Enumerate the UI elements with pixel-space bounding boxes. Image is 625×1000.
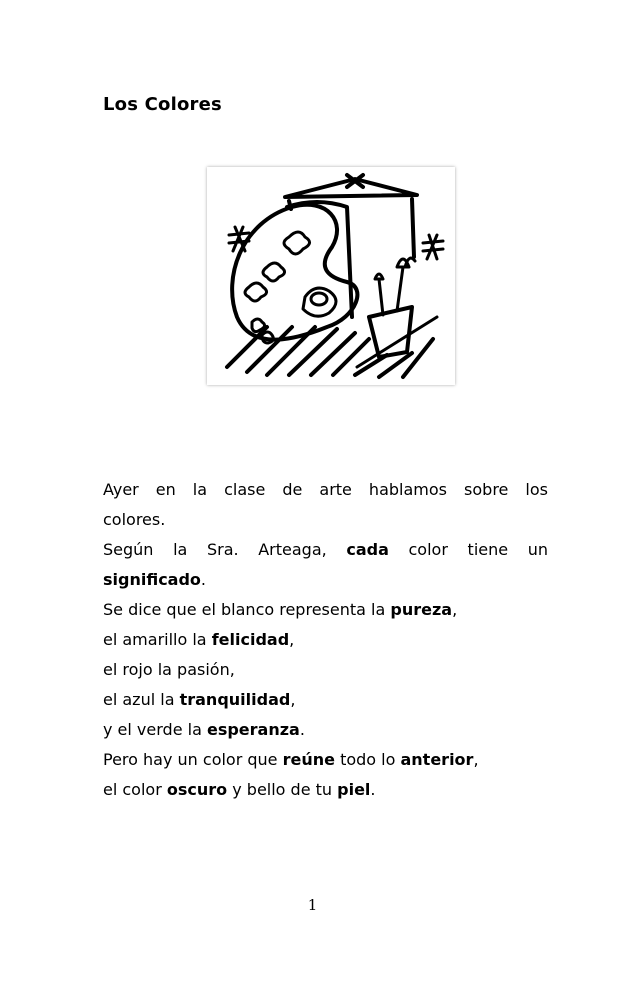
- text-line: [103, 655, 548, 685]
- palette-illustration: [207, 167, 455, 385]
- text-run: todo lo: [334, 750, 401, 769]
- text-run: Ayer en la clase de arte hablamos sobre los: [103, 480, 548, 499]
- text-run: el amarillo la: [103, 630, 212, 649]
- text-line: [103, 505, 548, 535]
- bold-word: piel: [337, 780, 371, 799]
- text-run: Pero hay un color que: [103, 750, 283, 769]
- text-line: [103, 685, 548, 715]
- text-run: y bello de tu: [227, 780, 338, 799]
- text-line: [103, 475, 548, 505]
- text-run: ,: [289, 630, 295, 649]
- text-run: .: [299, 720, 305, 739]
- text-run: el azul la: [103, 690, 180, 709]
- text-line: [103, 595, 548, 625]
- bold-word: reúne: [282, 750, 335, 769]
- bold-word: cada: [346, 540, 389, 559]
- text-run: ,: [452, 600, 458, 619]
- paint-palette-icon: [207, 167, 455, 385]
- bold-word: anterior: [400, 750, 474, 769]
- text-run: el rojo la pasión,: [103, 660, 235, 679]
- text-line: [103, 625, 548, 655]
- page-number: 1: [307, 896, 318, 914]
- text-run: colores.: [103, 510, 166, 529]
- text-run: y el verde la: [103, 720, 207, 739]
- body-paragraph: [103, 475, 548, 805]
- text-run: .: [200, 570, 207, 589]
- text-line: [103, 715, 548, 745]
- bold-word: felicidad: [211, 630, 290, 649]
- text-run: ,: [473, 750, 479, 769]
- text-run: Según la Sra. Arteaga,: [103, 540, 347, 559]
- text-run: .: [370, 780, 376, 799]
- text-run: color tiene un: [388, 540, 548, 559]
- bold-word: significado: [103, 570, 201, 589]
- text-line: [103, 775, 548, 805]
- bold-word: pureza: [390, 600, 453, 619]
- bold-word: esperanza: [206, 720, 300, 739]
- text-run: Se dice que el blanco representa la: [103, 600, 391, 619]
- bold-word: oscuro: [166, 780, 228, 799]
- text-line: [103, 535, 548, 565]
- bold-word: tranquilidad: [179, 690, 291, 709]
- page-title: Los Colores: [103, 94, 222, 115]
- text-line: [103, 565, 548, 595]
- text-line: [103, 745, 548, 775]
- text-run: ,: [290, 690, 296, 709]
- text-run: el color: [103, 780, 167, 799]
